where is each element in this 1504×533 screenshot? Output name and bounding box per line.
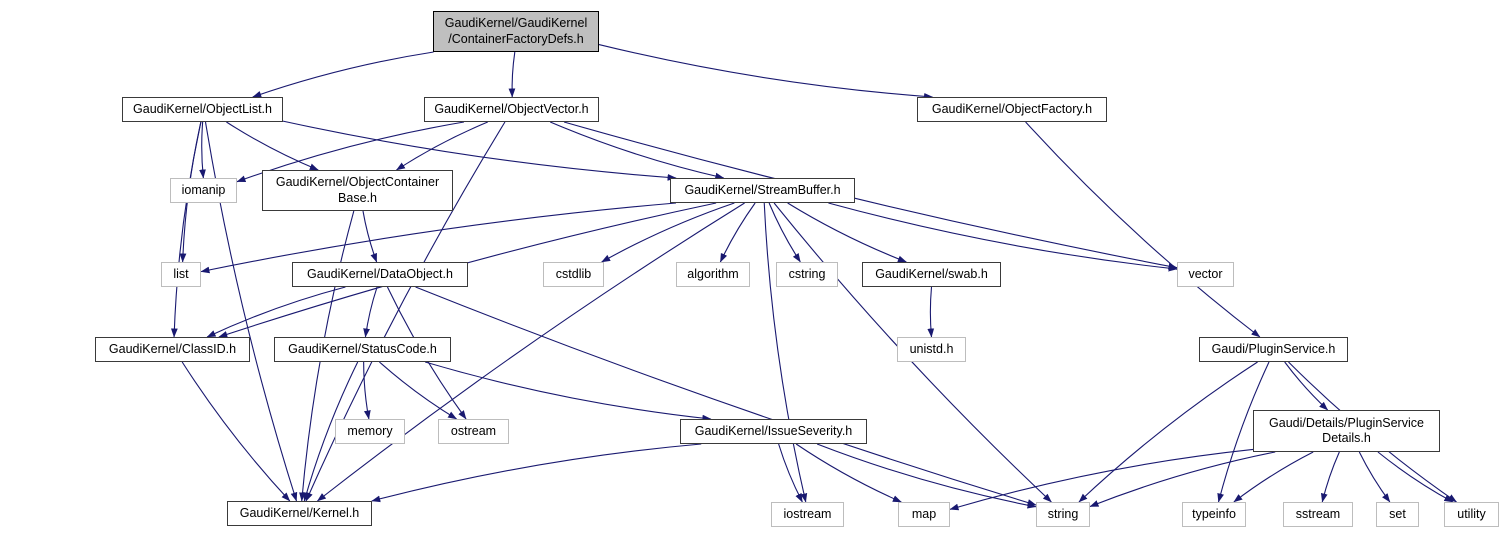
node-label: memory [347,423,393,438]
node-label: Gaudi/PluginService.h [1211,341,1336,356]
edge-streambuffer-cstdlib [602,203,735,262]
edge-streambuffer-iostream [764,203,806,502]
node-label: GaudiKernel/ObjectList.h [133,101,272,116]
node-label: GaudiKernel/ObjectFactory.h [931,101,1093,116]
node-objectvector[interactable] [424,97,599,122]
edge-objectlist-classid [174,122,201,337]
edge-objectvector-streambuffer [550,122,724,178]
edge-root-objectlist [253,52,434,97]
edge-pluginservicedetails-sstream [1322,452,1339,502]
node-label: string [1047,506,1079,521]
node-pluginservice[interactable] [1199,337,1348,362]
node-typeinfo [1182,502,1246,527]
node-list [161,262,201,287]
edge-pluginservicedetails-set [1359,452,1390,502]
edge-objectfactory-pluginservice [1026,122,1260,337]
node-cstdlib [543,262,604,287]
node-label: ostream [450,423,497,438]
node-swab[interactable] [862,262,1001,287]
edge-dataobject-string [416,287,1036,505]
node-label: Base.h [338,190,377,205]
node-label: cstring [788,266,826,281]
node-label: GaudiKernel/Kernel.h [239,505,360,520]
node-memory [335,419,405,444]
node-label: algorithm [687,266,739,281]
node-string [1036,502,1090,527]
edge-root-objectfactory [599,45,933,97]
node-root [433,11,599,52]
edge-pluginservice-string [1079,362,1258,502]
edge-objectvector-vector [564,122,1177,268]
node-label: utility [1457,506,1486,521]
node-label: GaudiKernel/ObjectVector.h [434,101,589,116]
node-streambuffer[interactable] [670,178,855,203]
node-label: GaudiKernel/DataObject.h [307,266,453,281]
edge-issueseverity-map [796,444,901,502]
edge-streambuffer-vector [828,203,1177,269]
node-label: GaudiKernel/ClassID.h [108,341,237,356]
node-label: /ContainerFactoryDefs.h [448,31,584,46]
edge-statuscode-issueseverity [425,362,711,419]
node-label: GaudiKernel/StatusCode.h [288,341,437,356]
edge-swab-unistd [930,287,931,337]
node-label: Gaudi/Details/PluginService [1269,415,1424,430]
node-objectcontainerbase[interactable] [262,170,453,211]
edge-streambuffer-swab [788,203,907,262]
node-label: GaudiKernel/GaudiKernel [444,16,588,31]
edge-objectlist-iomanip [202,122,204,178]
node-label: iomanip [181,182,226,197]
node-label: GaudiKernel/ObjectContainer [275,175,440,190]
node-label: GaudiKernel/IssueSeverity.h [694,423,853,438]
node-iostream [771,502,844,527]
node-issueseverity[interactable] [680,419,867,444]
node-algorithm [676,262,750,287]
edge-dataobject-statuscode [365,287,377,337]
node-classid[interactable] [95,337,250,362]
node-label: list [173,266,189,281]
node-label: typeinfo [1192,506,1236,521]
node-label: set [1389,506,1406,521]
node-map [898,502,950,527]
node-set [1376,502,1419,527]
node-utility [1444,502,1499,527]
node-kernel[interactable] [227,501,372,526]
edge-dataobject-classid [207,287,345,337]
edge-pluginservicedetails-map [950,449,1253,509]
node-label: GaudiKernel/swab.h [875,266,988,281]
node-statuscode[interactable] [274,337,451,362]
edge-streambuffer-algorithm [720,203,755,262]
node-label: sstream [1295,506,1341,521]
node-pluginservicedetails[interactable] [1253,410,1440,452]
node-cstring [776,262,838,287]
node-vector [1177,262,1234,287]
node-unistd [897,337,966,362]
node-objectfactory[interactable] [917,97,1107,122]
edge-pluginservicedetails-typeinfo [1234,452,1313,502]
node-label: iostream [783,506,832,521]
node-label: Details.h [1322,431,1371,445]
edge-issueseverity-kernel [372,444,701,501]
edge-statuscode-memory [364,362,369,419]
node-label: unistd.h [909,341,954,356]
edge-root-objectvector [512,52,515,97]
node-sstream [1283,502,1353,527]
node-label: cstdlib [555,266,592,281]
node-iomanip [170,178,237,203]
edge-issueseverity-string [817,444,1036,507]
edge-pluginservicedetails-string [1090,452,1275,507]
edge-statuscode-ostream [379,362,456,419]
node-label: GaudiKernel/StreamBuffer.h [684,182,841,197]
edge-objectcontainerbase-dataobject [363,211,377,262]
edge-streambuffer-cstring [769,203,800,262]
node-label: map [911,506,937,521]
edge-classid-kernel [182,362,290,501]
edge-pluginservicedetails-utility [1378,452,1453,502]
node-dataobject[interactable] [292,262,468,287]
node-label: vector [1188,266,1223,281]
edge-objectlist-objectcontainerbase [226,122,318,170]
edge-pluginservice-pluginservicedetails [1285,362,1328,410]
node-objectlist[interactable] [122,97,283,122]
node-ostream [438,419,509,444]
